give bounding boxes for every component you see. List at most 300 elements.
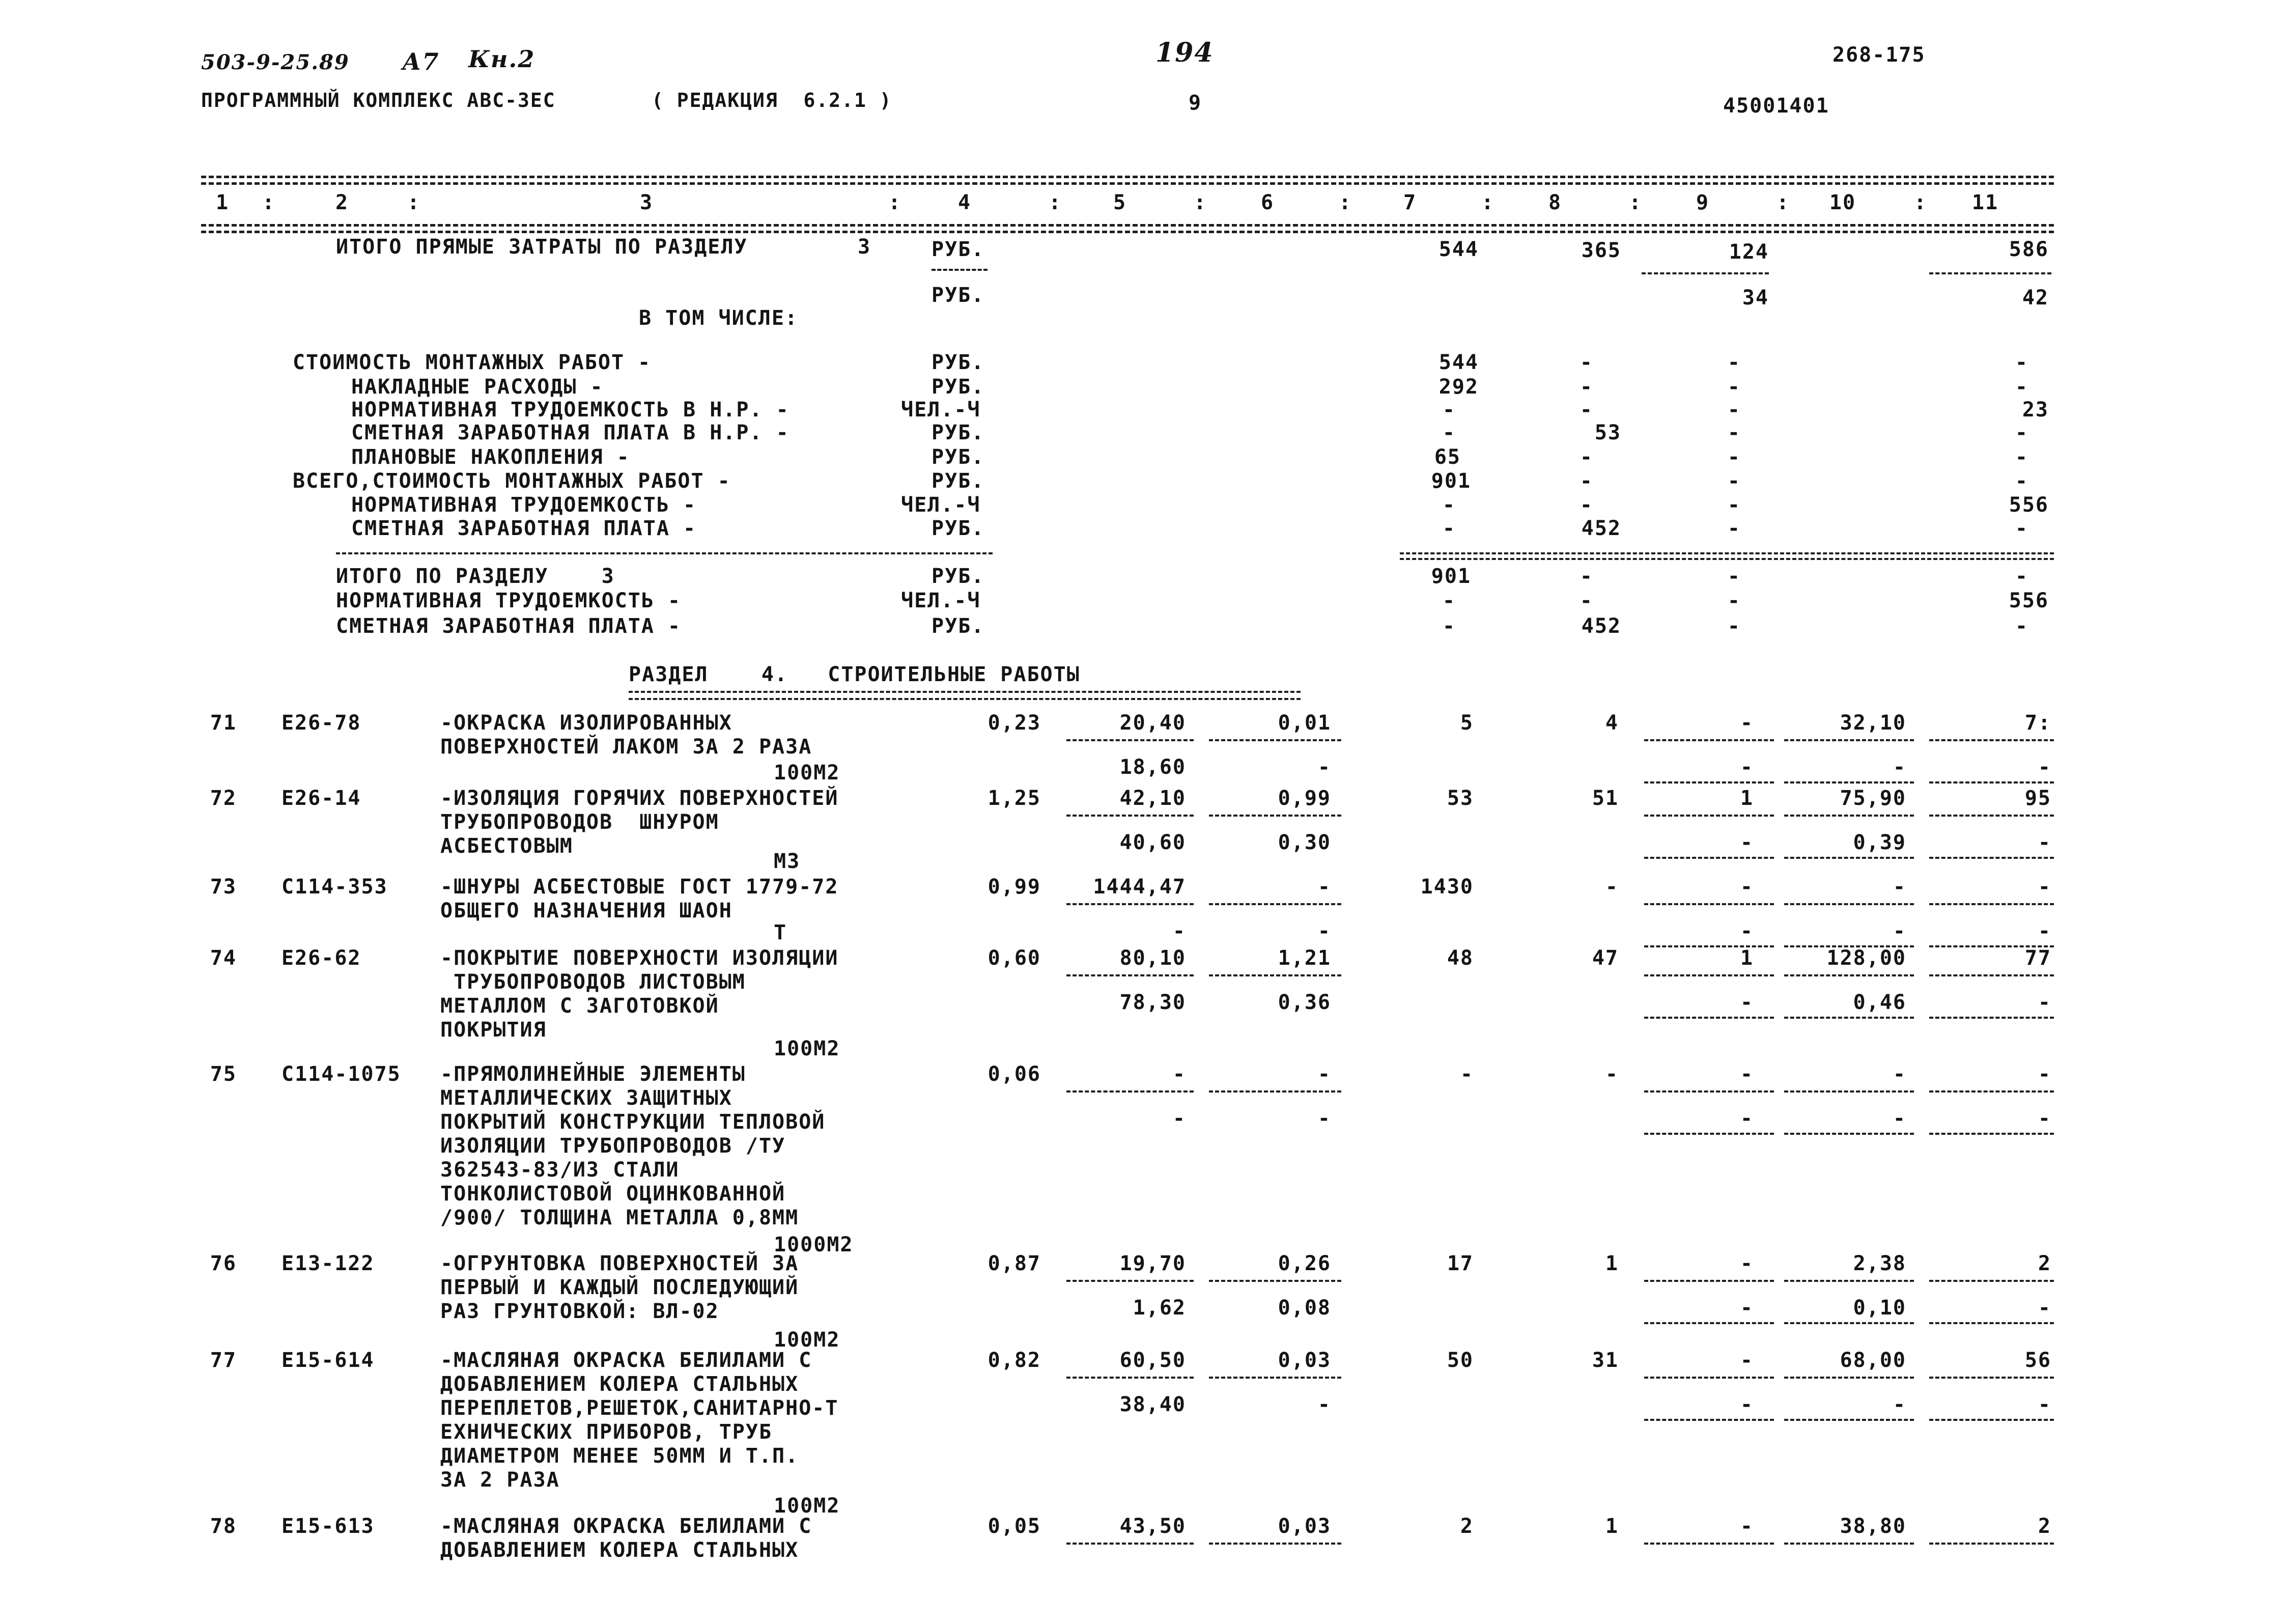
item-quantity: 0,06 bbox=[988, 1062, 1041, 1086]
section-total: ИТОГО ПО РАЗДЕЛУ 3 bbox=[336, 565, 615, 588]
col-sep: : bbox=[1339, 191, 1352, 214]
summary-c8: - bbox=[1580, 445, 1593, 469]
col-1: 1 bbox=[215, 191, 230, 214]
item-unit: 100М2 bbox=[774, 1494, 840, 1518]
total-direct-c9: 124 bbox=[1729, 240, 1769, 264]
total-direct-c7: 544 bbox=[1439, 238, 1479, 261]
item-total-wage: 1 bbox=[1605, 1515, 1619, 1538]
underline bbox=[1642, 272, 1769, 274]
item-description-line: ДОБАВЛЕНИЕМ КОЛЕРА СТАЛЬНЫХ bbox=[440, 1373, 799, 1396]
item-machine-cost-2: - bbox=[1740, 1107, 1754, 1130]
item-labor-total-2: - bbox=[2038, 919, 2051, 943]
total-direct-label: ИТОГО ПРЯМЫЕ ЗАТРАТЫ ПО РАЗДЕЛУ bbox=[336, 235, 748, 259]
col-9: 9 bbox=[1696, 191, 1710, 214]
col-2: 2 bbox=[335, 191, 349, 214]
item-unit-cost: 60,50 bbox=[1119, 1349, 1186, 1372]
item-description-line: ДОБАВЛЕНИЕМ КОЛЕРА СТАЛЬНЫХ bbox=[440, 1538, 799, 1562]
item-number: 73 bbox=[210, 875, 237, 899]
item-unit-cost-2: - bbox=[1172, 1107, 1186, 1130]
item-labor-per-unit-2: 0,46 bbox=[1853, 991, 1906, 1014]
item-description-line: МЕТАЛЛОМ С ЗАГОТОВКОЙ bbox=[440, 994, 719, 1018]
item-number: 74 bbox=[210, 946, 237, 970]
item-unit: Т bbox=[774, 921, 787, 944]
cell-underline bbox=[1929, 739, 2054, 741]
cell-underline bbox=[1929, 903, 2054, 905]
item-description-line: ЗА 2 РАЗА bbox=[440, 1468, 560, 1492]
item-unit-cost-2: 38,40 bbox=[1119, 1393, 1186, 1416]
summary-c7: 901 bbox=[1431, 469, 1471, 493]
cell-underline bbox=[1066, 739, 1194, 741]
summary-c11: - bbox=[2015, 445, 2028, 469]
second-line-unit: РУБ. bbox=[932, 284, 985, 307]
item-description-line: ТРУБОПРОВОДОВ ЛИСТОВЫМ bbox=[440, 970, 746, 994]
item-unit-cost: 43,50 bbox=[1119, 1515, 1186, 1538]
item-total-cost: 53 bbox=[1447, 787, 1474, 810]
cell-underline bbox=[1929, 1419, 2054, 1421]
section-total-c7: 901 bbox=[1431, 565, 1471, 588]
item-quantity: 0,23 bbox=[988, 711, 1041, 735]
summary-c9: - bbox=[1727, 398, 1741, 422]
item-unit: 100М2 bbox=[774, 1328, 840, 1352]
item-wage-per-unit-2: - bbox=[1317, 755, 1331, 779]
item-machine-cost: - bbox=[1740, 1252, 1754, 1275]
item-total-wage: 47 bbox=[1592, 946, 1619, 970]
summary-row: СМЕТНАЯ ЗАРАБОТНАЯ ПЛАТА - bbox=[351, 517, 697, 540]
section-total: НОРМАТИВНАЯ ТРУДОЕМКОСТЬ - bbox=[336, 589, 682, 612]
item-description-line: РАЗ ГРУНТОВКОЙ: ВЛ-02 bbox=[440, 1300, 719, 1323]
item-machine-cost-2: - bbox=[1740, 919, 1754, 943]
summary-c8: - bbox=[1580, 375, 1593, 399]
col-sep: : bbox=[888, 191, 902, 214]
cell-underline bbox=[1784, 1090, 1914, 1093]
underline bbox=[1400, 552, 2054, 554]
item-description-line: АСБЕСТОВЫМ bbox=[440, 834, 573, 858]
item-unit-cost: 80,10 bbox=[1119, 946, 1186, 970]
item-description-line: -ШНУРЫ АСБЕСТОВЫЕ ГОСТ 1779-72 bbox=[440, 875, 839, 899]
item-description-line: ТОНКОЛИСТОВОЙ ОЦИНКОВАННОЙ bbox=[440, 1182, 786, 1206]
second-line-c11: 42 bbox=[2022, 286, 2049, 310]
item-description-line: ТРУБОПРОВОДОВ ШНУРОМ bbox=[440, 810, 719, 834]
col-sep: : bbox=[1481, 191, 1495, 214]
item-description-line: ИЗОЛЯЦИИ ТРУБОПРОВОДОВ /ТУ bbox=[440, 1134, 786, 1158]
item-machine-cost: 1 bbox=[1740, 787, 1754, 810]
cell-underline bbox=[1644, 1133, 1774, 1135]
summary-c11: - bbox=[2015, 469, 2028, 493]
cell-underline bbox=[1209, 1543, 1341, 1545]
item-total-wage: 4 bbox=[1605, 711, 1619, 735]
item-labor-total: 95 bbox=[2024, 787, 2051, 810]
cell-underline bbox=[1644, 945, 1774, 947]
summary-c11: - bbox=[2015, 517, 2028, 540]
summary-c9: - bbox=[1727, 517, 1741, 540]
section-total: СМЕТНАЯ ЗАРАБОТНАЯ ПЛАТА - bbox=[336, 614, 682, 638]
item-labor-per-unit: 128,00 bbox=[1826, 946, 1906, 970]
cell-underline bbox=[1784, 1133, 1914, 1135]
item-machine-cost: - bbox=[1740, 875, 1754, 899]
section-total-unit: РУБ. bbox=[932, 614, 985, 638]
item-labor-per-unit: 32,10 bbox=[1840, 711, 1906, 735]
item-number: 76 bbox=[210, 1252, 237, 1275]
item-labor-total-2: - bbox=[2038, 1296, 2051, 1320]
col-5: 5 bbox=[1113, 191, 1127, 214]
item-description-line: -ИЗОЛЯЦИЯ ГОРЯЧИХ ПОВЕРХНОСТЕЙ bbox=[440, 787, 839, 810]
item-quantity: 0,87 bbox=[988, 1252, 1041, 1275]
summary-unit: РУБ. bbox=[932, 375, 985, 399]
second-line-c9: 34 bbox=[1742, 286, 1769, 310]
summary-c11: - bbox=[2015, 375, 2028, 399]
cell-underline bbox=[1784, 857, 1914, 859]
including-label: В ТОМ ЧИСЛЕ: bbox=[639, 306, 798, 330]
summary-c9: - bbox=[1727, 421, 1741, 444]
cell-underline bbox=[1644, 739, 1774, 741]
item-machine-cost: - bbox=[1740, 1515, 1754, 1538]
item-description-line: МЕТАЛЛИЧЕСКИХ ЗАЩИТНЫХ bbox=[440, 1086, 732, 1110]
item-wage-per-unit: 0,99 bbox=[1278, 787, 1331, 810]
item-wage-per-unit: 1,21 bbox=[1278, 946, 1331, 970]
cell-underline bbox=[1784, 1377, 1914, 1379]
item-wage-per-unit-2: - bbox=[1317, 1393, 1331, 1416]
col-sep: : bbox=[1777, 191, 1790, 214]
summary-c8: - bbox=[1580, 398, 1593, 422]
col-4: 4 bbox=[957, 191, 972, 214]
item-machine-cost: - bbox=[1740, 1349, 1754, 1372]
item-description-line: ЕХНИЧЕСКИХ ПРИБОРОВ, ТРУБ bbox=[440, 1420, 773, 1444]
summary-c8: 53 bbox=[1594, 421, 1621, 444]
cell-underline bbox=[1784, 1280, 1914, 1282]
header-bottom-rule-2 bbox=[201, 231, 2054, 233]
cell-underline bbox=[1929, 815, 2054, 817]
summary-row: ПЛАНОВЫЕ НАКОПЛЕНИЯ - bbox=[351, 445, 630, 469]
item-code: Е15-613 bbox=[281, 1515, 375, 1538]
item-total-cost: 17 bbox=[1447, 1252, 1474, 1275]
cell-underline bbox=[1644, 1017, 1774, 1019]
item-wage-per-unit-2: - bbox=[1317, 919, 1331, 943]
item-description-line: -ПРЯМОЛИНЕЙНЫЕ ЭЛЕМЕНТЫ bbox=[440, 1062, 746, 1086]
cell-underline bbox=[1784, 903, 1914, 905]
cell-underline bbox=[1644, 1419, 1774, 1421]
item-description-line: -ПОКРЫТИЕ ПОВЕРХНОСТИ ИЗОЛЯЦИИ bbox=[440, 946, 839, 970]
program-title: ПРОГРАММНЫЙ КОМПЛЕКС АВС-3ЕС bbox=[201, 89, 556, 111]
summary-row: СМЕТНАЯ ЗАРАБОТНАЯ ПЛАТА В Н.Р. - bbox=[351, 421, 789, 444]
item-quantity: 0,05 bbox=[988, 1515, 1041, 1538]
item-description-line: ПЕРЕПЛЕТОВ,РЕШЕТОК,САНИТАРНО-Т bbox=[440, 1396, 839, 1420]
item-total-wage: 51 bbox=[1592, 787, 1619, 810]
summary-c7: 292 bbox=[1439, 375, 1479, 399]
item-labor-total-2: - bbox=[2038, 1393, 2051, 1416]
summary-unit: РУБ. bbox=[932, 445, 985, 469]
cell-underline bbox=[1209, 1377, 1341, 1379]
cell-underline bbox=[1784, 815, 1914, 817]
item-labor-total: - bbox=[2038, 1062, 2051, 1086]
cell-underline bbox=[1644, 1322, 1774, 1324]
section-total-unit: ЧЕЛ.-Ч bbox=[901, 589, 981, 612]
item-labor-per-unit-2: - bbox=[1893, 919, 1906, 943]
item-labor-total: 56 bbox=[2024, 1349, 2051, 1372]
cell-underline bbox=[1209, 1280, 1341, 1282]
section-total-c9: - bbox=[1727, 614, 1741, 638]
item-labor-per-unit-2: - bbox=[1893, 755, 1906, 779]
col-sep: : bbox=[262, 191, 276, 214]
cell-underline bbox=[1929, 781, 2054, 783]
item-quantity: 0,60 bbox=[988, 946, 1041, 970]
item-description-line: /900/ ТОЛЩИНА МЕТАЛЛА 0,8ММ bbox=[440, 1206, 799, 1229]
item-unit-cost-2: - bbox=[1172, 919, 1186, 943]
item-total-wage: - bbox=[1605, 875, 1619, 899]
cell-underline bbox=[1644, 1280, 1774, 1282]
summary-c7: - bbox=[1442, 398, 1456, 422]
item-unit-cost-2: 40,60 bbox=[1119, 831, 1186, 854]
item-machine-cost-2: - bbox=[1740, 1296, 1754, 1320]
summary-c8: 452 bbox=[1581, 517, 1621, 540]
summary-c9: - bbox=[1727, 469, 1741, 493]
page-number: 194 bbox=[1155, 37, 1214, 68]
summary-c7: 544 bbox=[1439, 351, 1479, 374]
col-sep: : bbox=[1629, 191, 1643, 214]
item-description-line: 362543-83/ИЗ СТАЛИ bbox=[440, 1158, 680, 1182]
summary-c9: - bbox=[1727, 445, 1741, 469]
object-code: 45001401 bbox=[1723, 94, 1829, 118]
underline bbox=[1400, 558, 2054, 560]
section-total-c11: - bbox=[2015, 614, 2028, 638]
item-wage-per-unit: 0,26 bbox=[1278, 1252, 1331, 1275]
total-direct-unit: РУБ. bbox=[932, 238, 985, 261]
col-11: 11 bbox=[1971, 191, 1999, 214]
item-labor-total: - bbox=[2038, 875, 2051, 899]
summary-row: СТОИМОСТЬ МОНТАЖНЫХ РАБОТ - bbox=[293, 351, 652, 374]
summary-c8: - bbox=[1580, 469, 1593, 493]
item-labor-per-unit: 2,38 bbox=[1853, 1252, 1906, 1275]
item-total-cost: 50 bbox=[1447, 1349, 1474, 1372]
top-rule bbox=[201, 176, 2054, 178]
cell-underline bbox=[1209, 974, 1341, 976]
item-quantity: 1,25 bbox=[988, 787, 1041, 810]
item-unit-cost-2: 1,62 bbox=[1133, 1296, 1186, 1320]
item-labor-total: 77 bbox=[2024, 946, 2051, 970]
item-total-wage: - bbox=[1605, 1062, 1619, 1086]
section-total-c8: 452 bbox=[1581, 614, 1621, 638]
item-wage-per-unit-2: - bbox=[1317, 1107, 1331, 1130]
item-code: С114-1075 bbox=[281, 1062, 401, 1086]
cell-underline bbox=[1066, 974, 1194, 976]
cell-underline bbox=[1929, 857, 2054, 859]
cell-underline bbox=[1929, 1090, 2054, 1093]
cell-underline bbox=[1929, 1322, 2054, 1324]
item-labor-per-unit-2: - bbox=[1893, 1107, 1906, 1130]
cell-underline bbox=[1209, 739, 1341, 741]
item-unit-cost: - bbox=[1172, 1062, 1186, 1086]
col-8: 8 bbox=[1548, 191, 1562, 214]
summary-row: НОРМАТИВНАЯ ТРУДОЕМКОСТЬ - bbox=[351, 493, 697, 517]
summary-unit: РУБ. bbox=[932, 469, 985, 493]
sheet-code: 268-175 bbox=[1832, 43, 1926, 67]
section-total-c7: - bbox=[1442, 589, 1456, 612]
item-description-line: ДИАМЕТРОМ МЕНЕЕ 50ММ И Т.П. bbox=[440, 1444, 799, 1468]
item-wage-per-unit: - bbox=[1317, 1062, 1331, 1086]
cell-underline bbox=[1929, 1133, 2054, 1135]
section-total-c7: - bbox=[1442, 614, 1456, 638]
item-code: С114-353 bbox=[281, 875, 388, 899]
cell-underline bbox=[1644, 974, 1774, 976]
item-total-cost: 1430 bbox=[1420, 875, 1474, 899]
item-total-cost: - bbox=[1460, 1062, 1474, 1086]
item-number: 78 bbox=[210, 1515, 237, 1538]
item-description-line: ПОВЕРХНОСТЕЙ ЛАКОМ ЗА 2 РАЗА bbox=[440, 735, 812, 759]
cell-underline bbox=[1644, 857, 1774, 859]
summary-unit: РУБ. bbox=[932, 517, 985, 540]
item-code: Е26-62 bbox=[281, 946, 361, 970]
item-machine-cost-2: - bbox=[1740, 831, 1754, 854]
sheet-no: 9 bbox=[1189, 91, 1202, 115]
item-labor-total-2: - bbox=[2038, 831, 2051, 854]
book-mark: Кн.2 bbox=[468, 45, 535, 73]
item-labor-total-2: - bbox=[2038, 1107, 2051, 1130]
doc-code: 503-9-25.89 bbox=[201, 50, 350, 74]
cell-underline bbox=[1784, 1419, 1914, 1421]
item-total-wage: 31 bbox=[1592, 1349, 1619, 1372]
item-labor-total: 7: bbox=[2024, 711, 2051, 735]
cell-underline bbox=[1066, 1280, 1194, 1282]
section-total-c11: 556 bbox=[2009, 589, 2049, 612]
summary-c8: - bbox=[1580, 351, 1593, 374]
cell-underline bbox=[1784, 1543, 1914, 1545]
item-labor-per-unit-2: 0,10 bbox=[1853, 1296, 1906, 1320]
item-machine-cost-2: - bbox=[1740, 991, 1754, 1014]
item-labor-total-2: - bbox=[2038, 755, 2051, 779]
summary-row: НОРМАТИВНАЯ ТРУДОЕМКОСТЬ В Н.Р. - bbox=[351, 398, 789, 422]
item-labor-per-unit: 75,90 bbox=[1840, 787, 1906, 810]
cell-underline bbox=[1066, 1090, 1194, 1093]
summary-c11: 556 bbox=[2009, 493, 2049, 517]
summary-c7: - bbox=[1442, 421, 1456, 444]
item-labor-per-unit-2: - bbox=[1893, 1393, 1906, 1416]
item-quantity: 0,82 bbox=[988, 1349, 1041, 1372]
item-quantity: 0,99 bbox=[988, 875, 1041, 899]
cell-underline bbox=[1929, 974, 2054, 976]
item-total-cost: 48 bbox=[1447, 946, 1474, 970]
item-unit: 100М2 bbox=[774, 761, 840, 785]
item-total-cost: 2 bbox=[1460, 1515, 1474, 1538]
summary-c8: - bbox=[1580, 493, 1593, 517]
item-labor-total: 2 bbox=[2038, 1515, 2051, 1538]
cell-underline bbox=[1644, 1543, 1774, 1545]
item-description-line: -МАСЛЯНАЯ ОКРАСКА БЕЛИЛАМИ С bbox=[440, 1515, 812, 1538]
item-unit-cost: 42,10 bbox=[1119, 787, 1186, 810]
section-4-title: РАЗДЕЛ 4. СТРОИТЕЛЬНЫЕ РАБОТЫ bbox=[629, 663, 1080, 686]
item-unit: М3 bbox=[774, 850, 801, 873]
cell-underline bbox=[1644, 1377, 1774, 1379]
total-direct-section: 3 bbox=[858, 235, 871, 259]
section-total-unit: РУБ. bbox=[932, 565, 985, 588]
total-direct-c11: 586 bbox=[2009, 238, 2049, 261]
cell-underline bbox=[1066, 1377, 1194, 1379]
cell-underline bbox=[1929, 1377, 2054, 1379]
item-description-line: -ОКРАСКА ИЗОЛИРОВАННЫХ bbox=[440, 711, 732, 735]
item-unit: 1000М2 bbox=[774, 1233, 854, 1256]
col-10: 10 bbox=[1829, 191, 1856, 214]
item-machine-cost: - bbox=[1740, 1062, 1754, 1086]
summary-c9: - bbox=[1727, 375, 1741, 399]
cell-underline bbox=[1929, 1543, 2054, 1545]
cell-underline bbox=[1644, 1090, 1774, 1093]
item-unit-cost: 19,70 bbox=[1119, 1252, 1186, 1275]
cell-underline bbox=[1929, 1280, 2054, 1282]
item-total-cost: 5 bbox=[1460, 711, 1474, 735]
item-number: 71 bbox=[210, 711, 237, 735]
item-code: Е26-14 bbox=[281, 787, 361, 810]
col-7: 7 bbox=[1403, 191, 1417, 214]
item-machine-cost: - bbox=[1740, 711, 1754, 735]
cell-underline bbox=[1784, 739, 1914, 741]
col-sep: : bbox=[1049, 191, 1062, 214]
summary-row: НАКЛАДНЫЕ РАСХОДЫ - bbox=[351, 375, 604, 399]
cell-underline bbox=[1644, 815, 1774, 817]
cell-underline bbox=[1784, 1322, 1914, 1324]
item-description-line: ПЕРВЫЙ И КАЖДЫЙ ПОСЛЕДУЮЩИЙ bbox=[440, 1276, 799, 1299]
item-description-line: ПОКРЫТИЯ bbox=[440, 1018, 547, 1042]
section-total-c11: - bbox=[2015, 565, 2028, 588]
item-number: 72 bbox=[210, 787, 237, 810]
summary-c11: 23 bbox=[2022, 398, 2049, 422]
summary-row: ВСЕГО,СТОИМОСТЬ МОНТАЖНЫХ РАБОТ - bbox=[293, 469, 731, 493]
item-wage-per-unit-2: 0,08 bbox=[1278, 1296, 1331, 1320]
item-machine-cost-2: - bbox=[1740, 755, 1754, 779]
item-code: Е15-614 bbox=[281, 1349, 375, 1372]
item-labor-per-unit: - bbox=[1893, 875, 1906, 899]
section-4-underline bbox=[629, 691, 1301, 700]
top-rule-2 bbox=[201, 182, 2054, 185]
cell-underline bbox=[1929, 1017, 2054, 1019]
item-code: Е13-122 bbox=[281, 1252, 375, 1275]
item-unit-cost-2: 78,30 bbox=[1119, 991, 1186, 1014]
item-wage-per-unit: 0,03 bbox=[1278, 1515, 1331, 1538]
cell-underline bbox=[1209, 815, 1341, 817]
edition: ( РЕДАКЦИЯ 6.2.1 ) bbox=[652, 89, 892, 111]
summary-c11: - bbox=[2015, 421, 2028, 444]
cell-underline bbox=[1644, 903, 1774, 905]
section-total-c8: - bbox=[1580, 589, 1593, 612]
item-labor-total-2: - bbox=[2038, 991, 2051, 1014]
item-description-line: ПОКРЫТИЙ КОНСТРУКЦИИ ТЕПЛОВОЙ bbox=[440, 1110, 826, 1134]
item-labor-per-unit: - bbox=[1893, 1062, 1906, 1086]
summary-c7: - bbox=[1442, 517, 1456, 540]
item-labor-total: 2 bbox=[2038, 1252, 2051, 1275]
cell-underline bbox=[1209, 1090, 1341, 1093]
album-mark: А7 bbox=[402, 48, 440, 75]
item-unit-cost: 1444,47 bbox=[1093, 875, 1186, 899]
section-total-c9: - bbox=[1727, 589, 1741, 612]
summary-c9: - bbox=[1727, 351, 1741, 374]
summary-c7: 65 bbox=[1434, 445, 1461, 469]
cell-underline bbox=[1784, 781, 1914, 783]
summary-c7: - bbox=[1442, 493, 1456, 517]
item-wage-per-unit-2: 0,36 bbox=[1278, 991, 1331, 1014]
item-machine-cost-2: - bbox=[1740, 1393, 1754, 1416]
header-bottom-rule bbox=[201, 224, 2054, 227]
item-description-line: ОБЩЕГО НАЗНАЧЕНИЯ ШАОН bbox=[440, 899, 732, 922]
item-unit-cost-2: 18,60 bbox=[1119, 755, 1186, 779]
item-labor-per-unit-2: 0,39 bbox=[1853, 831, 1906, 854]
section-total-c9: - bbox=[1727, 565, 1741, 588]
item-machine-cost: 1 bbox=[1740, 946, 1754, 970]
col-6: 6 bbox=[1260, 191, 1275, 214]
item-total-wage: 1 bbox=[1605, 1252, 1619, 1275]
col-sep: : bbox=[1194, 191, 1207, 214]
summary-unit: ЧЕЛ.-Ч bbox=[901, 493, 981, 517]
item-wage-per-unit: 0,03 bbox=[1278, 1349, 1331, 1372]
total-direct-c8: 365 bbox=[1581, 239, 1621, 262]
summary-unit: ЧЕЛ.-Ч bbox=[901, 398, 981, 422]
underline bbox=[336, 552, 993, 554]
